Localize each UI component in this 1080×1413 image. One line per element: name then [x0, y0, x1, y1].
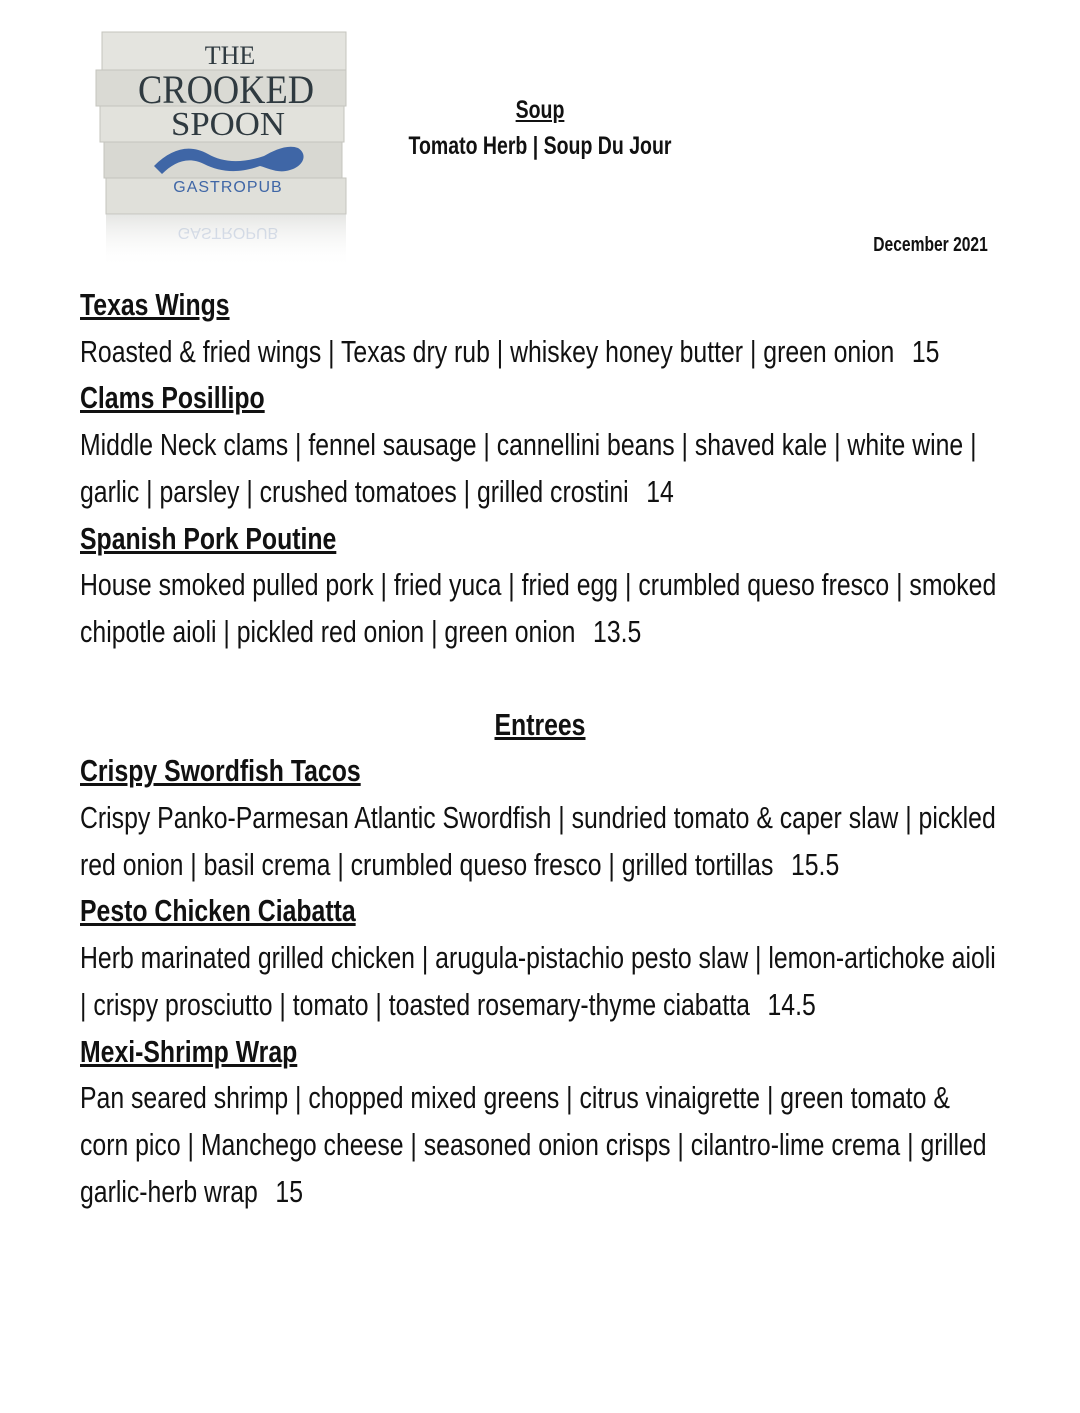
item-price: 13.5 [593, 613, 642, 649]
item-description [80, 1075, 1000, 1215]
item-name: Mexi-Shrimp Wrap [80, 1033, 298, 1069]
item-name: Pesto Chicken Ciabatta [80, 893, 356, 929]
item-description [80, 795, 1000, 888]
description-text: Middle Neck clams | fennel sausage | cannellini beans | shaved kale | white wine | garlic | parsley | crushed tomatoes | grilled crostini [80, 427, 977, 509]
description-text: Roasted & fried wings | Texas dry rub | whiskey honey butter | green onion [80, 333, 895, 369]
soup-heading: Soup [515, 96, 565, 124]
logo-graphic [92, 26, 350, 272]
item-description [80, 422, 1000, 515]
entrees-heading: Entrees [494, 706, 586, 742]
menu-text [80, 282, 1000, 1215]
item-price: 15 [275, 1173, 303, 1209]
menu-item [80, 282, 1000, 375]
item-name: Crispy Swordfish Tacos [80, 753, 361, 789]
soup-section [400, 92, 681, 164]
item-description [80, 329, 1000, 376]
description-text: Pan seared shrimp | chopped mixed greens | citrus vinaigrette | green tomato & corn pico | Manchego cheese | seasoned onion crisps | cilantro-lime crema | grilled garlic-herb wrap [80, 1080, 987, 1209]
item-price: 14.5 [767, 986, 816, 1022]
logo-text-the: THE [204, 41, 256, 70]
description-text: Crispy Panko-Parmesan Atlantic Swordfish | sundried tomato & caper slaw | pickled red onion | basil crema | crumbled queso fresco | grilled tortillas [80, 800, 996, 882]
logo-text-gastropub-reflection: GASTROPUB [177, 224, 279, 241]
item-price: 15 [911, 333, 940, 369]
item-description [80, 562, 1000, 655]
item-price: 14 [646, 473, 674, 509]
item-name: Spanish Pork Poutine [80, 520, 337, 556]
menu-item [80, 375, 1000, 515]
description-text: Herb marinated grilled chicken | arugula-pistachio pesto slaw | lemon-artichoke aioli | crispy prosciutto | tomato | toasted rosemary-thyme ciabatta [80, 940, 996, 1022]
description-text: House smoked pulled pork | fried yuca | fried egg | crumbled queso fresco | smoked chipotle aioli | pickled red onion | green onion [80, 567, 997, 649]
item-price: 15.5 [790, 846, 840, 882]
item-description [80, 935, 1000, 1028]
logo-text-spoon: SPOON [171, 106, 285, 143]
menu-item [80, 748, 1000, 888]
logo-text-gastropub: GASTROPUB [173, 179, 283, 196]
item-name: Texas Wings [80, 287, 230, 322]
logo-text-crooked: CROOKED [138, 67, 314, 112]
item-name: Clams Posillipo [80, 380, 265, 416]
menu-date: December 2021 [873, 234, 988, 256]
soup-items: Tomato Herb | Soup Du Jour [408, 132, 672, 160]
menu-item [80, 1029, 1000, 1216]
menu-body [80, 282, 1000, 1215]
restaurant-logo [92, 26, 350, 272]
menu-item [80, 888, 1000, 1028]
menu-item [80, 516, 1000, 656]
section-gap [80, 656, 1000, 702]
